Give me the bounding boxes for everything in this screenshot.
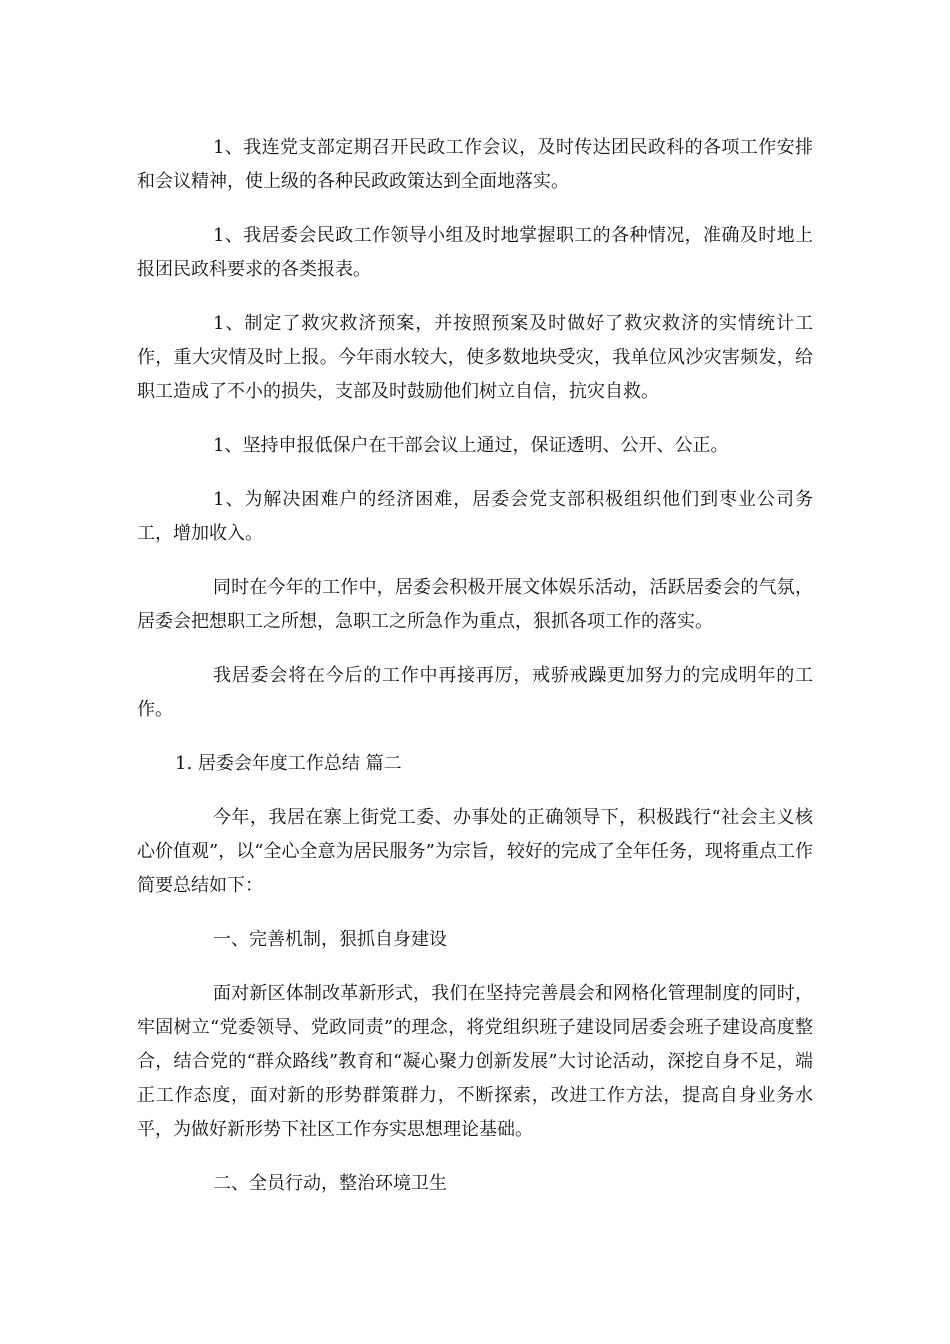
- subheading-environmental-sanitation: 二、全员行动，整治环境卫生: [213, 1173, 447, 1194]
- paragraph-future-work: 我居委会将在今后的工作中再接再厉，戒骄戒躁更加努力的完成明年的工作。: [137, 665, 813, 720]
- paragraph-employment-support: 1、为解决困难户的经济困难，居委会党支部积极组织他们到枣业公司务工，增加收入。: [137, 489, 813, 544]
- paragraph-disaster-relief: 1、制定了救灾救济预案，并按照预案及时做好了救灾救济的实情统计工作，重大灾情及时上报。今年雨水较大，使多数地块受灾，我单位风沙灾害频发，给职工造成了不小的损失，支部及时鼓励他们树立自信，抗灾自救。: [137, 313, 813, 402]
- subheading-improve-mechanism: 一、完善机制，狠抓自身建设: [213, 929, 447, 950]
- section-title: 1. 居委会年度工作总结 篇二: [175, 753, 402, 774]
- paragraph-low-income-review: 1、坚持申报低保户在干部会议上通过，保证透明、公开、公正。: [213, 435, 729, 456]
- paragraph-party-branch-meeting: 1、我连党支部定期召开民政工作会议，及时传达团民政科的各项工作安排和会议精神，使上级的各种民政政策达到全面地落实。: [137, 137, 813, 192]
- paragraph-cultural-activities: 同时在今年的工作中，居委会积极开展文体娱乐活动，活跃居委会的气氛，居委会把想职工之所想，急职工之所急作为重点，狠抓各项工作的落实。: [137, 577, 813, 632]
- paragraph-institutional-reform: 面对新区体制改革新形式，我们在坚持完善晨会和网格化管理制度的同时，牢固树立“党委领导、党政同责”的理念，将党组织班子建设同居委会班子建设高度整合，结合党的“群众路线”教育和“凝心聚力创新发展”大讨论活动，深挖自身不足，端正工作态度，面对新的形势群策群力，不断探索，改进工作方法，提高自身业务水平，为做好新形势下社区工作夯实思想理论基础。: [137, 983, 813, 1140]
- document-body: [137, 131, 813, 1221]
- paragraph-annual-summary-intro: 今年，我居在寨上街党工委、办事处的正确领导下，积极践行“社会主义核心价值观”，以“全心全意为居民服务”为宗旨，较好的完成了全年任务，现将重点工作简要总结如下：: [137, 807, 813, 896]
- paragraph-civil-affairs-reporting: 1、我居委会民政工作领导小组及时地掌握职工的各种情况，准确及时地上报团民政科要求的各类报表。: [137, 225, 813, 280]
